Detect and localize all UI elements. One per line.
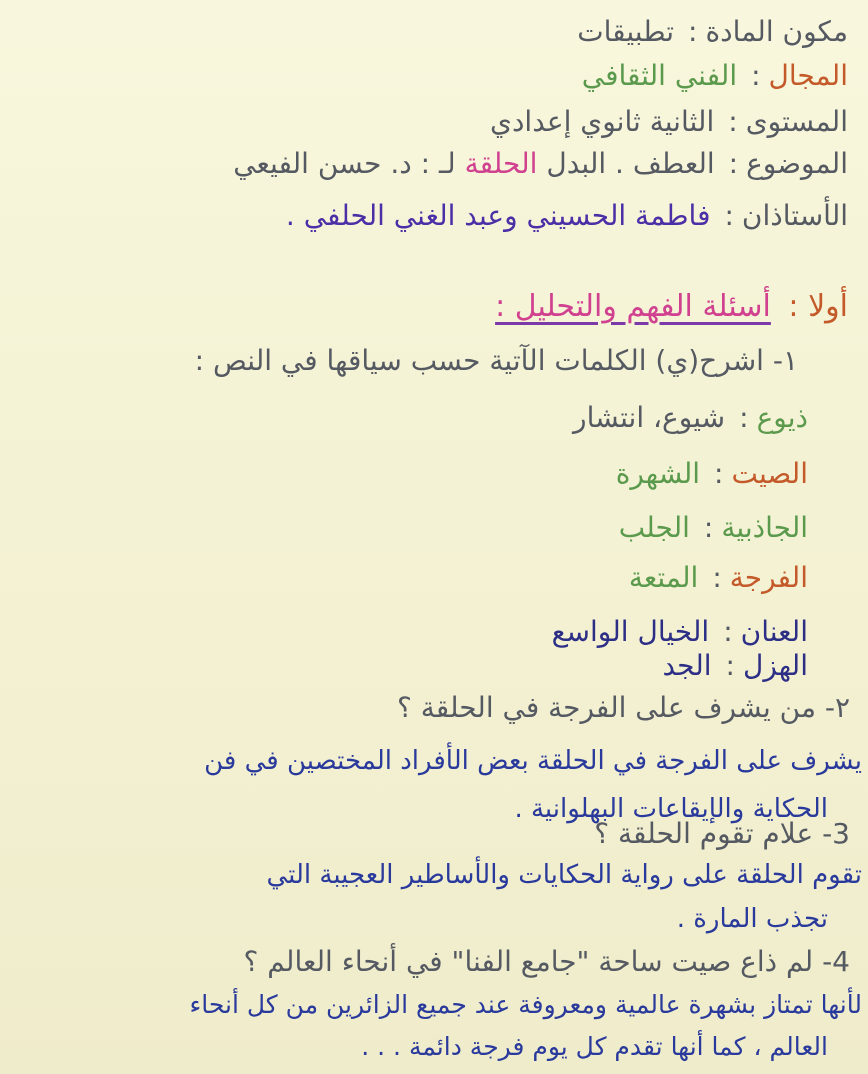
topic-label: الموضوع bbox=[746, 147, 848, 180]
section-title: أسئلة الفهم والتحليل : bbox=[495, 289, 771, 324]
q1-item-6-value: الجد bbox=[662, 649, 712, 682]
q2-question: ٢- من يشرف على الفرجة في الحلقة ؟ bbox=[397, 691, 850, 724]
field-value: الفني الثقافي bbox=[581, 59, 738, 92]
header-component-line: مكون المادة:تطبيقات bbox=[577, 15, 848, 48]
q1-item-5: العنان:الخيال الواسع bbox=[551, 615, 808, 648]
header-field-line: المجال:الفني الثقافي bbox=[581, 59, 848, 92]
q3-question: 3- علام تقوم الحلقة ؟ bbox=[594, 817, 850, 850]
q1-item-6: الهزل:الجد bbox=[662, 649, 808, 682]
q4-question: 4- لم ذاع صيت ساحة "جامع الفنا" في أنحاء العالم ؟ bbox=[243, 945, 850, 978]
level-label: المستوى bbox=[745, 105, 848, 138]
q3-answer-line1: تقوم الحلقة على رواية الحكايات والأساطير العجيبة التي bbox=[266, 860, 862, 890]
teachers-value: فاطمة الحسيني وعبد الغني الحلفي . bbox=[285, 199, 711, 232]
q4-answer-line1: لأنها تمتاز بشهرة عالمية ومعروفة عند جميع الزائرين من كل أنحاء bbox=[189, 990, 862, 1019]
section-title-prefix: أولا : bbox=[788, 289, 848, 324]
q1-item-4-value: المتعة bbox=[628, 561, 699, 594]
q1-item-1-label: ذيوع bbox=[756, 401, 808, 434]
q1-item-5-value: الخيال الواسع bbox=[551, 615, 710, 648]
q1-item-3-label: الجاذبية bbox=[721, 511, 808, 544]
topic-value-highlight: الحلقة bbox=[464, 147, 538, 180]
q2-answer-line1: يشرف على الفرجة في الحلقة بعض الأفراد المختصين في فن bbox=[204, 746, 862, 776]
q1-item-2-label: الصيت bbox=[731, 457, 808, 490]
q1-item-1-value: شيوع، انتشار bbox=[573, 401, 726, 434]
q1-item-6-label: الهزل bbox=[742, 649, 808, 682]
q1-item-4-label: الفرجة bbox=[729, 561, 808, 594]
level-value: الثانية ثانوي إعدادي bbox=[490, 105, 715, 138]
q4-answer-line2: العالم ، كما أنها تقدم كل يوم فرجة دائمة . . . bbox=[361, 1032, 828, 1061]
q1-item-5-label: العنان bbox=[740, 615, 808, 648]
q1-question: ١- اشرح(ي) الكلمات الآتية حسب سياقها في النص : bbox=[194, 344, 798, 377]
topic-value-prefix: العطف . البدل bbox=[546, 147, 715, 180]
q1-item-3: الجاذبية:الجلب bbox=[618, 511, 808, 544]
field-label: المجال bbox=[768, 59, 848, 92]
header-teachers-line: الأستاذان:فاطمة الحسيني وعبد الغني الحلفي . bbox=[285, 199, 848, 232]
header-topic-line: الموضوع:العطف . البدل الحلقة لـ : د. حسن الفيعي bbox=[233, 147, 848, 180]
component-value: تطبيقات bbox=[577, 15, 674, 48]
q1-item-2: الصيت:الشهرة bbox=[615, 457, 808, 490]
component-label: مكون المادة bbox=[705, 15, 848, 48]
q2-answer-line2: الحكاية والإيقاعات البهلوانية . bbox=[514, 794, 828, 824]
q3-answer-line2: تجذب المارة . bbox=[676, 904, 828, 934]
q1-item-3-value: الجلب bbox=[618, 511, 690, 544]
header-level-line: المستوى:الثانية ثانوي إعدادي bbox=[490, 105, 848, 138]
q1-item-1: ذيوع:شيوع، انتشار bbox=[573, 401, 808, 434]
section-title-line bbox=[495, 289, 848, 324]
q1-item-4: الفرجة:المتعة bbox=[628, 561, 808, 594]
teachers-label: الأستاذان bbox=[741, 199, 848, 232]
q1-item-2-value: الشهرة bbox=[615, 457, 701, 490]
topic-value-suffix: لـ : د. حسن الفيعي bbox=[233, 147, 456, 180]
